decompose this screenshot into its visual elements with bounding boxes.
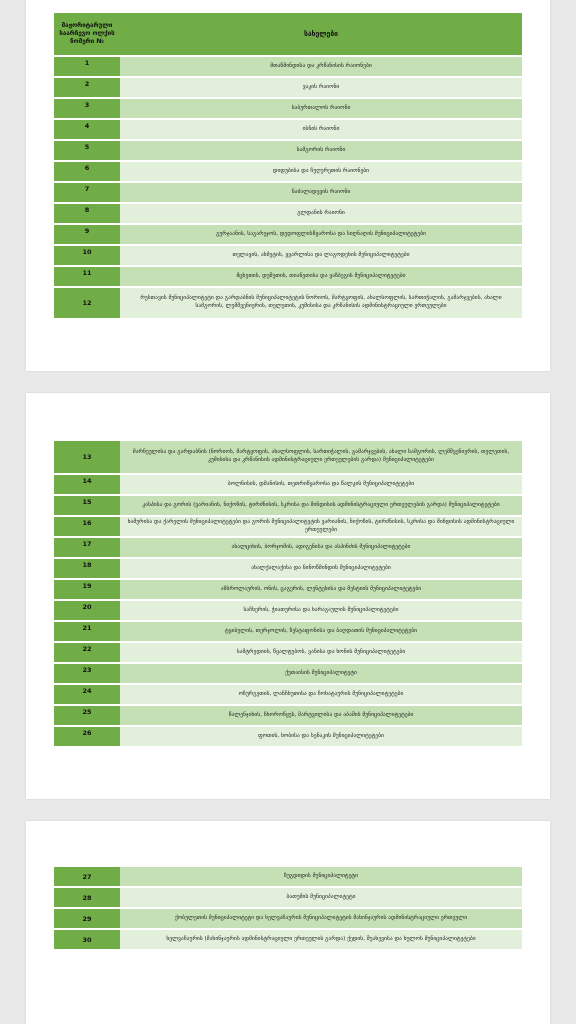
district-names: ოზურგეთის, ლანჩხუთისა და ჩოხატაურის მუნიციპალიტეტები — [120, 685, 522, 704]
district-names: მცხეთის, დუშეთის, თიანეთისა და ყაზბეგის მუნიციპალიტეტები — [120, 267, 522, 286]
district-number: 29 — [54, 909, 120, 928]
district-names: ხაშურისა და ქარელის მუნიციპალიტეტები და გორის მუნიციპალიტეტის ვარიანის, ნიქოზის, ტირძნისის, სკრისა და შინდისის ადმინისტრაციული ერთეულები — [120, 517, 522, 536]
district-number: 10 — [54, 246, 120, 265]
district-names: მთაწმინდისა და კრწანისის რაიონები — [120, 57, 522, 76]
district-number: 11 — [54, 267, 120, 286]
table-row — [54, 559, 522, 578]
districts-table — [54, 11, 522, 320]
table-body — [54, 57, 522, 318]
district-number: 1 — [54, 57, 120, 76]
district-number: 3 — [54, 99, 120, 118]
district-number: 7 — [54, 183, 120, 202]
table-row — [54, 288, 522, 318]
table-row — [54, 867, 522, 886]
district-names: გლდანის რაიონი — [120, 204, 522, 223]
district-names: ამბროლაურის, ონის, ცაგერის, ლენტეხისა და მესტიის მუნიციპალიტეტები — [120, 580, 522, 599]
table-row — [54, 441, 522, 473]
district-names: სამგორის რაიონი — [120, 141, 522, 160]
district-names: ნაძალადევის რაიონი — [120, 183, 522, 202]
table-row — [54, 78, 522, 97]
districts-table — [54, 439, 522, 748]
district-names: ფოთის, ხობისა და სენაკის მუნიციპალიტეტები — [120, 727, 522, 746]
table-row — [54, 706, 522, 725]
district-names: გურჯაანის, საგარეჯოს, დედოფლისწყაროსა და სიღნაღის მუნიციპალიტეტები — [120, 225, 522, 244]
table-row — [54, 183, 522, 202]
table-row — [54, 496, 522, 515]
header-number-label: მაჟორიტარული საარჩევო ოლქის ნომერი № — [54, 13, 120, 55]
district-number: 28 — [54, 888, 120, 907]
district-number: 27 — [54, 867, 120, 886]
table-row — [54, 267, 522, 286]
district-number: 13 — [54, 441, 120, 473]
table-row — [54, 727, 522, 746]
district-names: ისნის რაიონი — [120, 120, 522, 139]
district-number: 20 — [54, 601, 120, 620]
district-number: 4 — [54, 120, 120, 139]
district-number: 9 — [54, 225, 120, 244]
table-row — [54, 643, 522, 662]
district-names: ბოლნისის, დმანისის, თეთრიწყაროსა და წალკის მუნიციპალიტეტები — [120, 475, 522, 494]
district-number: 2 — [54, 78, 120, 97]
table-row — [54, 246, 522, 265]
table-row — [54, 930, 522, 949]
district-number: 24 — [54, 685, 120, 704]
table-row — [54, 580, 522, 599]
district-names: ახალციხის, ბორჯომის, ადიგენისა და ასპინძის მუნიციპალიტეტები — [120, 538, 522, 557]
district-names: თელავის, ახმეტის, ყვარლისა და ლაგოდეხის მუნიციპალიტეტები — [120, 246, 522, 265]
table-row — [54, 664, 522, 683]
table-body — [54, 441, 522, 746]
document-page-2 — [26, 393, 550, 799]
table-row — [54, 475, 522, 494]
table-row — [54, 517, 522, 536]
table-row — [54, 120, 522, 139]
district-number: 30 — [54, 930, 120, 949]
table-header-row — [54, 13, 522, 55]
table-row — [54, 888, 522, 907]
district-number: 25 — [54, 706, 120, 725]
district-number: 19 — [54, 580, 120, 599]
table-row — [54, 57, 522, 76]
document-page-3 — [26, 821, 550, 1024]
table-row — [54, 162, 522, 181]
table-body — [54, 867, 522, 949]
district-names: დიდუბისა და ჩუღურეთის რაიონები — [120, 162, 522, 181]
district-number: 18 — [54, 559, 120, 578]
district-names: ახალქალაქისა და ნინოწმინდის მუნიციპალიტეტები — [120, 559, 522, 578]
district-number: 8 — [54, 204, 120, 223]
district-names: ტყიბულის, თერჯოლის, ზესტაფონისა და ბაღდათის მუნიციპალიტეტები — [120, 622, 522, 641]
district-names: ბათუმის მუნიციპალიტეტი — [120, 888, 522, 907]
district-names: საბურთალოს რაიონი — [120, 99, 522, 118]
district-names: რუსთავის მუნიციპალიტეტი და გარდაბნის მუნიციპალიტეტის ნორიოს, მარტყოფის, ახალსოფლის, სართიჭალის, გამარჯვების, ახალი სამგორის, ლემშვენიერის, თელეთის, კუმისისა და კრწანისის ადმინისტრაციული ერთეულები — [120, 288, 522, 318]
district-number: 26 — [54, 727, 120, 746]
district-names: ვაკის რაიონი — [120, 78, 522, 97]
table-row — [54, 538, 522, 557]
district-names: საჩხერის, ჭიათურისა და ხარაგაულის მუნიციპალიტეტები — [120, 601, 522, 620]
table-row — [54, 601, 522, 620]
district-number: 5 — [54, 141, 120, 160]
district-number: 12 — [54, 288, 120, 318]
district-names: წალენჯიხის, ჩხოროწყუს, მარტვილისა და აბაშის მუნიციპალიტეტები — [120, 706, 522, 725]
header-title-label: სახელები — [120, 13, 522, 55]
district-number: 14 — [54, 475, 120, 494]
district-names: მარნეულისა და გარდაბნის (ნორიოს, მარტყოფის, ახალსოფლის, სართიჭალის, გამარჯვების, ახალი სამგორის, ლემშვენიერის, თელეთის, კუმისისა და კრწანისის ადმინისტრაციული ერთეულების გარდა) მუნიციპალიტეტები — [120, 441, 522, 473]
table-row — [54, 622, 522, 641]
district-names: ზუგდიდის მუნიციპალიტეტი — [120, 867, 522, 886]
document-page-1 — [26, 0, 550, 371]
districts-table — [54, 865, 522, 951]
table-row — [54, 685, 522, 704]
district-number: 21 — [54, 622, 120, 641]
district-number: 6 — [54, 162, 120, 181]
table-row — [54, 909, 522, 928]
district-names: სამტრედიის, წყალტუბოს, ვანისა და ხონის მუნიციპალიტეტები — [120, 643, 522, 662]
district-number: 17 — [54, 538, 120, 557]
district-number: 23 — [54, 664, 120, 683]
district-names: კასპისა და გორის (ვარიანის, ნიქოზის, ტირძნისის, სკრისა და შინდისის ადმინისტრაციული ერთეულების გარდა) მუნიციპალიტეტები — [120, 496, 522, 515]
table-row — [54, 141, 522, 160]
table-row — [54, 204, 522, 223]
table-row — [54, 99, 522, 118]
district-number: 16 — [54, 517, 120, 536]
district-names: ქუთაისის მუნიციპალიტეტი — [120, 664, 522, 683]
district-names: ქობულეთის მუნიციპალიტეტი და ხელვაჩაურის მუნიციპალიტეტის მახინჯაურის ადმინისტრაციული ერთეული — [120, 909, 522, 928]
table-row — [54, 225, 522, 244]
district-number: 22 — [54, 643, 120, 662]
district-names: ხელვაჩაურის (მახინჯაურის ადმინისტრაციული ერთეულის გარდა) ქედის, შუახევისა და ხულოს მუნიციპალიტეტები — [120, 930, 522, 949]
district-number: 15 — [54, 496, 120, 515]
